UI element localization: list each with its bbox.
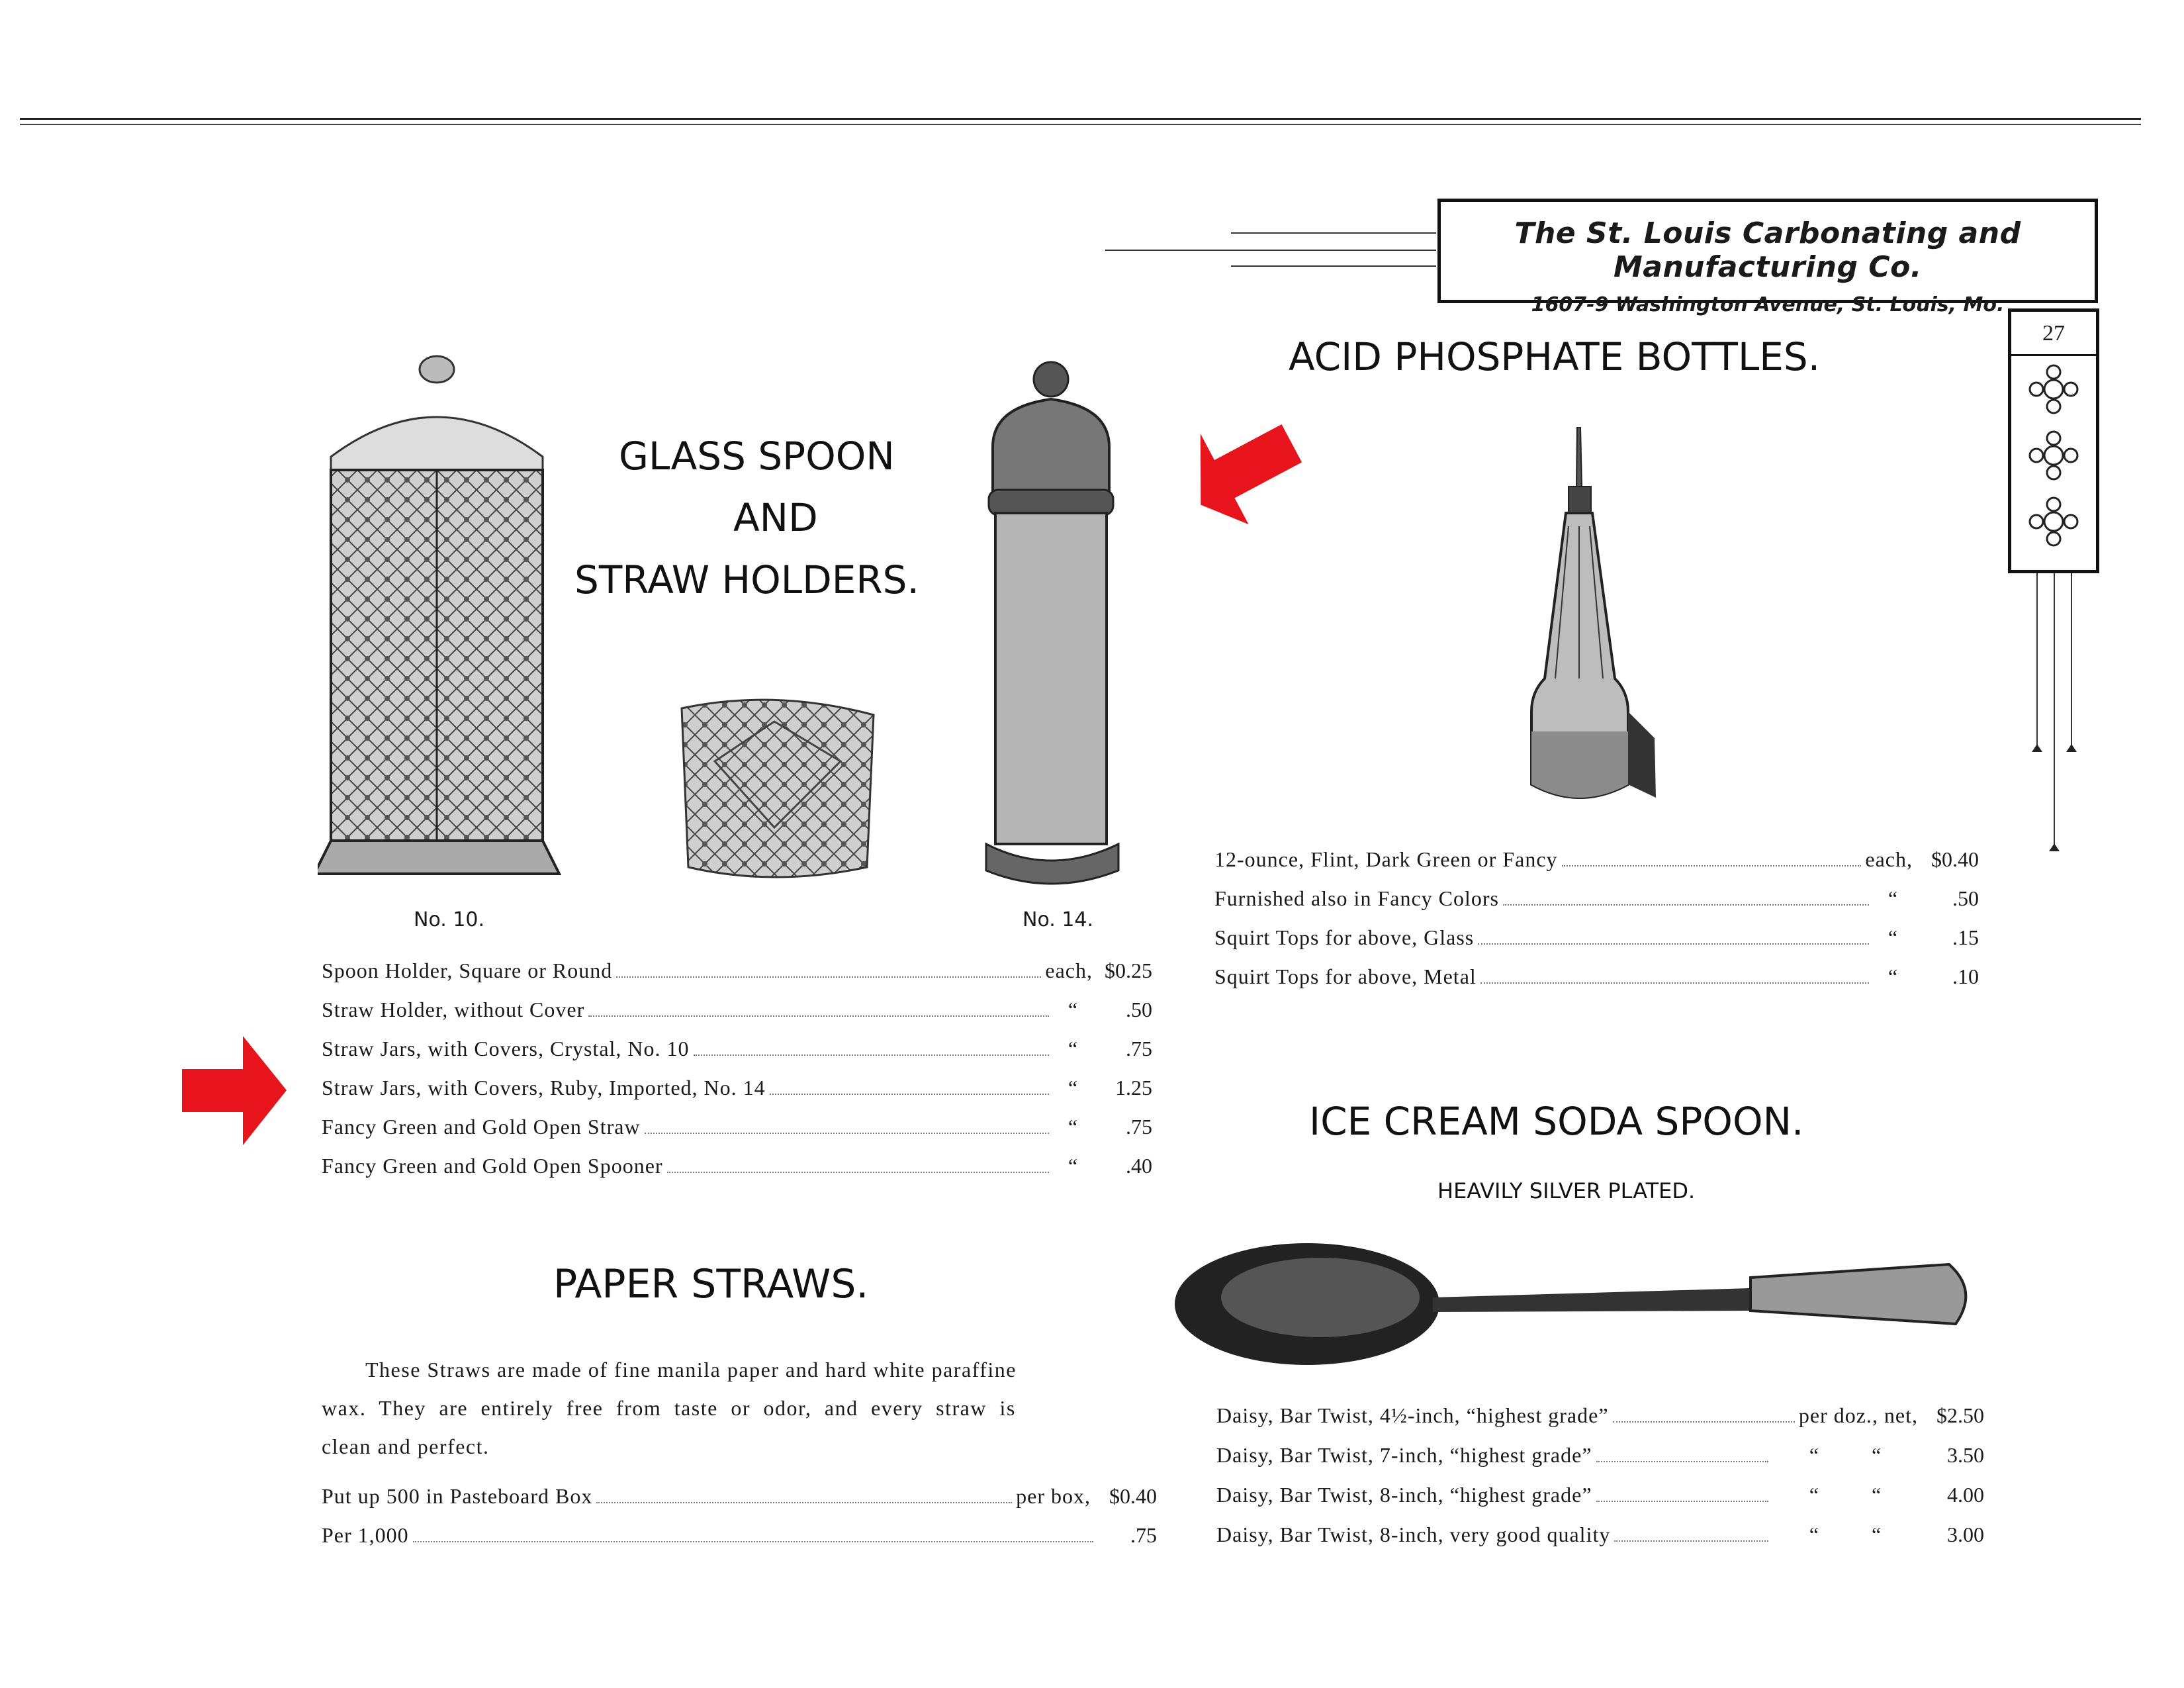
page-number: 27 [2042,321,2065,346]
price-row [1214,964,1979,1004]
item-unit: “ [1068,1076,1078,1100]
item-price: 3.50 [1947,1443,1984,1467]
glass-spoon-price-list [322,959,1152,1193]
price-row [322,1154,1152,1193]
item-label: Per 1,000 [322,1523,409,1547]
item-unit: per box, [1016,1484,1091,1508]
item-label: Daisy, Bar Twist, 7-inch, “highest grade” [1216,1443,1592,1467]
ice-cream-spoon-subtitle: HEAVILY SILVER PLATED. [1437,1178,1696,1203]
price-row [1214,886,1979,925]
item-price: $0.40 [1931,847,1979,871]
item-price: .75 [1126,1115,1152,1139]
price-row [322,1484,1157,1523]
item-unit: “ [1888,925,1898,949]
item-price: $0.40 [1109,1484,1157,1508]
price-row [322,1115,1152,1154]
item-price: .50 [1126,998,1152,1021]
straw-jar-no14-image [973,354,1152,897]
item-price: .15 [1952,925,1979,949]
item-label: Squirt Tops for above, Glass [1214,925,1475,949]
item-unit: “ [1068,998,1078,1021]
item-unit: “ “ [1809,1523,1882,1546]
straw-jar-no10-image [318,351,582,880]
item-unit: “ “ [1809,1443,1882,1467]
paper-straws-title: PAPER STRAWS. [553,1261,869,1307]
ornament-icon [2011,356,2096,555]
item-label: Put up 500 in Pasteboard Box [322,1484,593,1508]
item-unit: “ “ [1809,1483,1882,1507]
item-price: $0.25 [1105,959,1152,982]
price-row [322,1076,1152,1115]
paper-straws-description [322,1350,1156,1466]
red-arrow-left-icon [1181,407,1307,526]
price-row [322,1523,1157,1562]
item-price: 3.00 [1947,1523,1984,1546]
price-row [1214,925,1979,964]
company-header-box [1437,199,2098,316]
description-line: clean and perfect. [322,1434,490,1458]
price-row [322,959,1152,998]
ice-cream-spoon-price-list [1216,1403,1984,1562]
price-row [1214,847,1979,886]
acid-phosphate-price-list [1214,847,1979,1004]
item-label: Spoon Holder, Square or Round [322,959,613,982]
item-label: Fancy Green and Gold Open Straw [322,1115,641,1139]
ice-cream-spoon-image [1168,1238,1982,1370]
item-price: .75 [1130,1523,1157,1547]
header-connector-lines [1092,218,1443,278]
price-row [1216,1523,1984,1562]
item-label: Straw Jars, with Covers, Ruby, Imported, No. 14 [322,1076,766,1100]
item-label: 12-ounce, Flint, Dark Green or Fancy [1214,847,1558,871]
item-label: Straw Jars, with Covers, Crystal, No. 10 [322,1037,690,1060]
price-row [322,998,1152,1037]
item-label: Fancy Green and Gold Open Spooner [322,1154,663,1178]
description-line: These Straws are made of fine manila paper and hard white paraffine [365,1358,1017,1382]
item-unit: “ [1068,1154,1078,1178]
item-unit: “ [1888,886,1898,910]
item-label: Squirt Tops for above, Metal [1214,964,1477,988]
price-row [1216,1403,1984,1443]
item-label: Furnished also in Fancy Colors [1214,886,1499,910]
item-unit: each, [1865,847,1913,871]
top-rule [20,118,2141,125]
item-price: 1.25 [1115,1076,1152,1100]
red-arrow-right-icon [182,1033,288,1149]
acid-phosphate-bottle-image [1502,427,1701,818]
price-row [1216,1443,1984,1483]
item-price: .75 [1126,1037,1152,1060]
price-row [1216,1483,1984,1523]
page-number-box [2008,308,2099,573]
acid-phosphate-title: ACID PHOSPHATE BOTTLES. [1289,334,1821,379]
item-price: .50 [1952,886,1979,910]
item-price: .40 [1126,1154,1152,1178]
ornament-drops [2025,573,2085,865]
ice-cream-spoon-title: ICE CREAM SODA SPOON. [1309,1099,1804,1144]
item-price: $2.50 [1936,1403,1984,1427]
glass-spoon-title-line1: GLASS SPOON [619,434,895,479]
item-unit: each, [1045,959,1093,982]
item-unit: per doz., net, [1798,1403,1918,1427]
spoon-holder-image [675,695,880,887]
item-unit: “ [1068,1037,1078,1060]
item-label: Straw Holder, without Cover [322,998,585,1021]
caption-no10: No. 10. [414,908,485,931]
description-line: wax. They are entirely free from taste or odor, and every straw is [322,1396,1016,1420]
price-row [322,1037,1152,1076]
paper-straws-price-list [322,1484,1157,1562]
item-label: Daisy, Bar Twist, 8-inch, “highest grade” [1216,1483,1592,1507]
company-name: The St. Louis Carbonating and Manufacturing Co. [1514,216,2021,284]
item-label: Daisy, Bar Twist, 4½-inch, “highest grade” [1216,1403,1609,1427]
item-unit: “ [1068,1115,1078,1139]
item-price: .10 [1952,964,1979,988]
item-label: Daisy, Bar Twist, 8-inch, very good quality [1216,1523,1611,1546]
caption-no14: No. 14. [1023,908,1094,931]
item-unit: “ [1888,964,1898,988]
item-price: 4.00 [1947,1483,1984,1507]
glass-spoon-title-line3: STRAW HOLDERS. [574,557,919,602]
company-address: 1607-9 Washington Avenue, St. Louis, Mo. [1531,293,2005,316]
glass-spoon-title-line2: AND [733,495,818,540]
